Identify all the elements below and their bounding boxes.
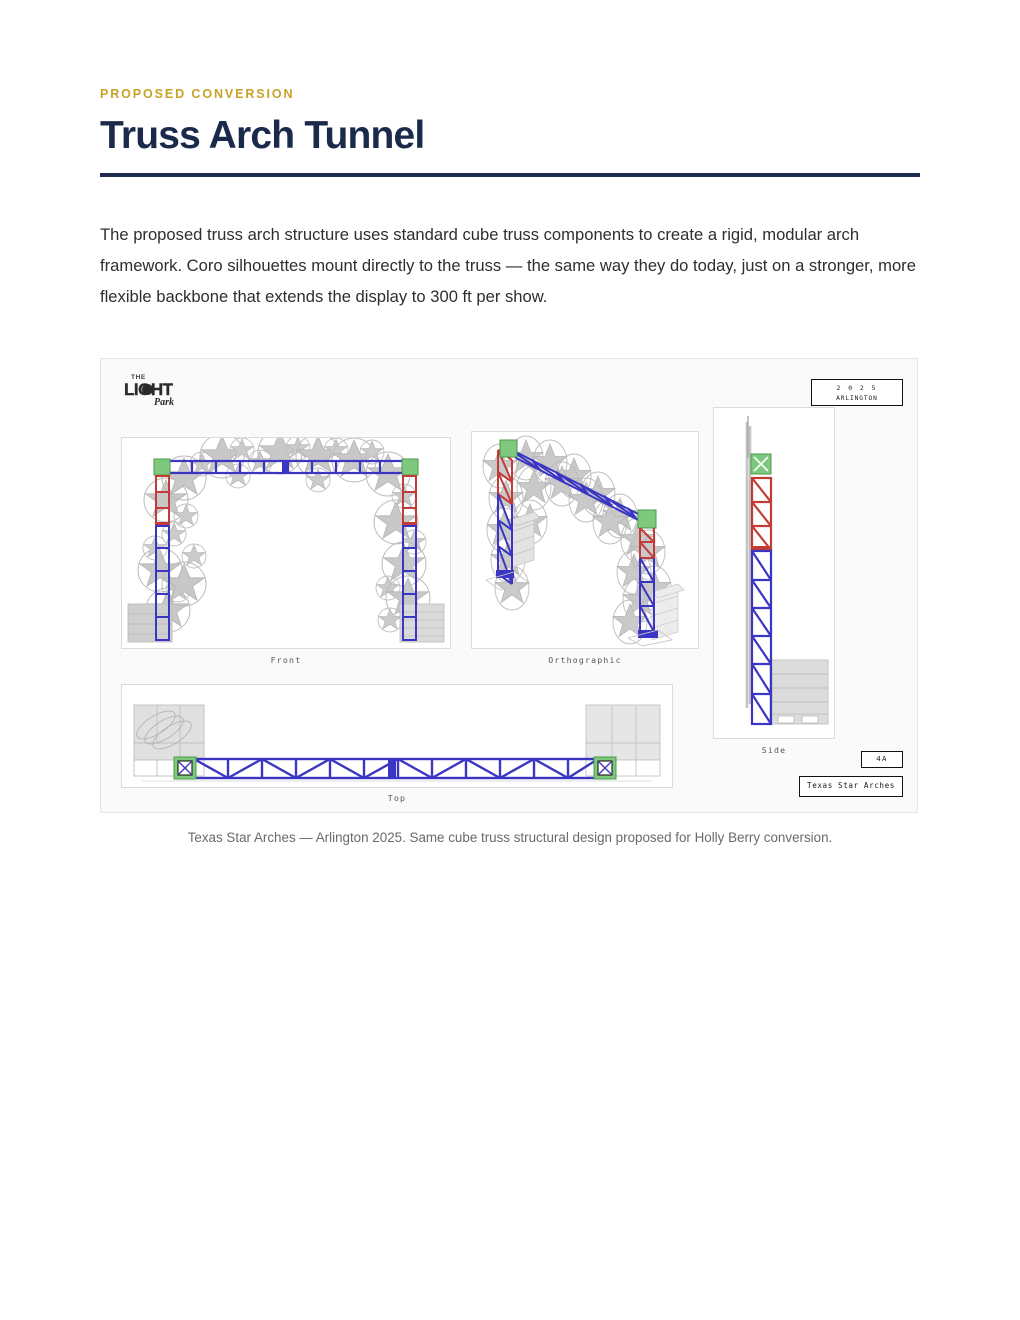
ortho-corner-connector-left bbox=[500, 440, 517, 457]
ballast-pallet-right bbox=[400, 604, 444, 642]
ballast-pallet-left bbox=[128, 604, 172, 642]
drawing-figure bbox=[100, 358, 920, 848]
orthographic-view-drawing bbox=[472, 432, 698, 648]
top-truss-center-splice bbox=[388, 759, 396, 778]
page-content bbox=[100, 0, 920, 864]
title-rule-divider bbox=[100, 173, 920, 177]
corner-connector-right bbox=[402, 459, 418, 475]
viewport-orthographic bbox=[471, 431, 699, 649]
light-park-logo bbox=[123, 373, 185, 413]
ortho-corner-connector-right bbox=[638, 510, 656, 528]
view-label-top: Top bbox=[387, 793, 407, 804]
page-eyebrow: PROPOSED CONVERSION bbox=[100, 87, 295, 101]
view-label-side: Side bbox=[761, 745, 787, 756]
side-truss-blue bbox=[752, 551, 771, 724]
title-block-project bbox=[811, 379, 903, 406]
front-view-drawing bbox=[122, 438, 450, 648]
truss-mid-splice bbox=[282, 461, 289, 473]
title-block-sheet-name: Texas Star Arches bbox=[799, 776, 903, 797]
viewport-front bbox=[121, 437, 451, 649]
title-block-location: ARLINGTON bbox=[836, 395, 878, 403]
viewport-top bbox=[121, 684, 673, 788]
logo-line-light: LIGHT bbox=[124, 380, 173, 400]
side-truss-red bbox=[752, 478, 771, 550]
logo-line-park: Park bbox=[154, 397, 174, 409]
view-label-front: Front bbox=[270, 655, 302, 666]
title-block-year: 2 0 2 5 bbox=[836, 384, 878, 393]
side-view-drawing bbox=[714, 408, 834, 738]
view-label-orthographic: Orthographic bbox=[548, 655, 622, 666]
corner-connector-left bbox=[154, 459, 170, 475]
viewport-side bbox=[713, 407, 835, 739]
side-ballast-pallet bbox=[770, 660, 828, 724]
logo-line-the: THE bbox=[131, 374, 146, 382]
title-block-sheet-number: 4A bbox=[861, 751, 903, 768]
side-silhouette-edges bbox=[747, 422, 750, 708]
intro-paragraph: The proposed truss arch structure uses standard cube truss components to create a rigid, modular arch framework. Coro silhouettes mount directly to the truss — the same way they do today, just on a stronger, more flexible backbone that extends the display to 300 ft per show. bbox=[100, 225, 916, 307]
cad-drawing-panel bbox=[100, 358, 918, 813]
top-view-drawing bbox=[122, 685, 672, 787]
page-title: Truss Arch Tunnel bbox=[100, 113, 425, 157]
figure-caption: Texas Star Arches — Arlington 2025. Same cube truss structural design proposed for Holly Berry conversion. bbox=[187, 830, 833, 846]
